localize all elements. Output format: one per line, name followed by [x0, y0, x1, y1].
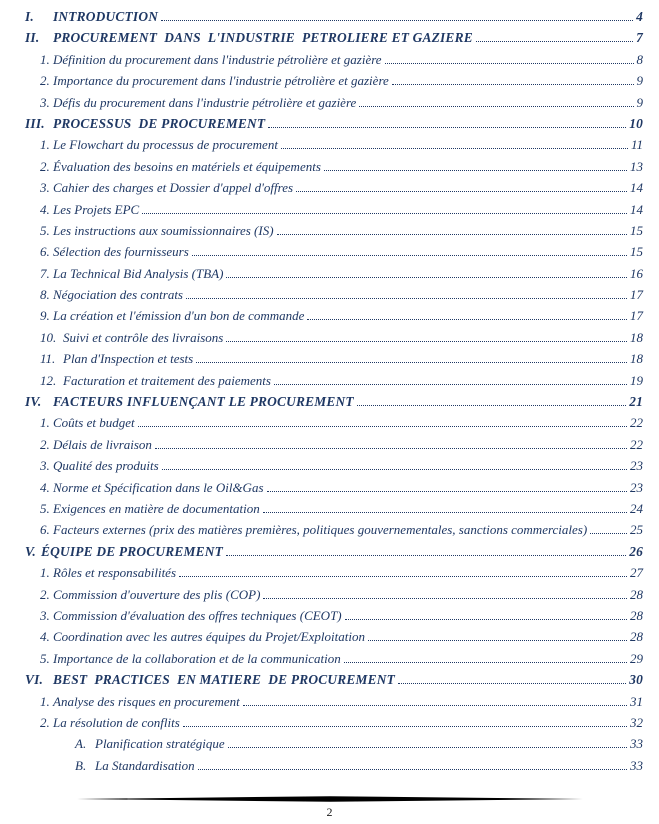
- footer-divider: [77, 795, 583, 803]
- page-footer: [0, 795, 659, 820]
- toc-entry-page: 22: [630, 415, 643, 431]
- toc-entry-number: 2.: [40, 436, 50, 452]
- toc: [25, 9, 643, 779]
- toc-entry-label: PROCESSUS DE PROCUREMENT: [53, 115, 266, 131]
- toc-entry-number: 12.: [40, 372, 57, 388]
- toc-entry[interactable]: [25, 73, 643, 94]
- toc-leader-dots: [392, 84, 634, 85]
- toc-entry-page: 22: [630, 436, 643, 452]
- toc-entry-page: 8: [636, 51, 643, 67]
- toc-leader-dots: [281, 148, 628, 149]
- toc-entry-label: Délais de livraison: [53, 436, 152, 452]
- toc-entry-number: 11.: [40, 351, 56, 367]
- toc-entry-page: 23: [630, 479, 643, 495]
- toc-entry-number: 4.: [40, 629, 50, 645]
- toc-leader-dots: [192, 255, 627, 256]
- toc-entry-label: FACTEURS INFLUENÇANT LE PROCUREMENT: [53, 394, 354, 410]
- toc-entry-number: 1.: [40, 51, 50, 67]
- toc-entry-label: Qualité des produits: [53, 458, 159, 474]
- toc-entry[interactable]: [25, 480, 643, 501]
- toc-entry[interactable]: [25, 608, 643, 629]
- toc-entry-label: Les Projets EPC: [53, 201, 140, 217]
- toc-entry-page: 9: [636, 94, 643, 110]
- toc-leader-dots: [226, 277, 627, 278]
- toc-leader-dots: [277, 234, 627, 235]
- toc-entry-number: 8.: [40, 287, 50, 303]
- toc-entry[interactable]: [25, 351, 643, 372]
- toc-leader-dots: [359, 106, 633, 107]
- toc-leader-dots: [162, 469, 627, 470]
- toc-entry-label: Négociation des contrats: [53, 287, 183, 303]
- toc-entry-number: 1.: [40, 693, 50, 709]
- toc-leader-dots: [138, 426, 627, 427]
- toc-leader-dots: [296, 191, 627, 192]
- toc-leader-dots: [267, 491, 627, 492]
- toc-entry-label: PROCUREMENT DANS L'INDUSTRIE PETROLIERE ET GAZIERE: [53, 30, 473, 46]
- toc-entry[interactable]: [25, 501, 643, 522]
- toc-entry[interactable]: [25, 736, 643, 757]
- toc-entry-page: 28: [630, 586, 643, 602]
- toc-entry[interactable]: [25, 758, 643, 779]
- toc-entry-number: 3.: [40, 458, 50, 474]
- toc-leader-dots: [590, 533, 627, 534]
- toc-entry[interactable]: [25, 587, 643, 608]
- toc-entry-page: 11: [630, 137, 643, 153]
- toc-entry-number: 3.: [40, 180, 50, 196]
- toc-entry-number: 1.: [40, 565, 50, 581]
- toc-leader-dots: [196, 362, 627, 363]
- toc-entry-label: BEST PRACTICES EN MATIERE DE PROCUREMENT: [53, 672, 395, 688]
- toc-entry[interactable]: [25, 437, 643, 458]
- toc-entry-label: Définition du procurement dans l'industrie pétrolière et gazière: [53, 51, 382, 67]
- toc-entry-label: Suivi et contrôle des livraisons: [63, 329, 224, 345]
- toc-entry-page: 24: [630, 500, 643, 516]
- toc-entry-page: 16: [630, 265, 643, 281]
- toc-entry-number: 5.: [40, 650, 50, 666]
- toc-entry[interactable]: [25, 694, 643, 715]
- toc-entry-label: Sélection des fournisseurs: [53, 244, 189, 260]
- toc-entry-label: Commission d'évaluation des offres techniques (CEOT): [53, 607, 342, 623]
- toc-entry[interactable]: [25, 266, 643, 287]
- toc-entry[interactable]: [25, 672, 643, 693]
- toc-entry-page: 18: [630, 329, 643, 345]
- toc-entry-page: 33: [630, 757, 643, 773]
- toc-leader-dots: [268, 127, 626, 128]
- toc-entry-label: Analyse des risques en procurement: [53, 693, 240, 709]
- toc-entry[interactable]: [25, 223, 643, 244]
- toc-entry-label: Exigences en matière de documentation: [53, 500, 260, 516]
- toc-entry-page: 33: [630, 736, 643, 752]
- toc-entry-number: 2.: [40, 158, 50, 174]
- toc-entry-page: 27: [630, 565, 643, 581]
- toc-entry[interactable]: [25, 244, 643, 265]
- toc-entry-page: 26: [629, 543, 643, 559]
- toc-entry-label: Évaluation des besoins en matériels et équipements: [53, 158, 321, 174]
- toc-leader-dots: [226, 555, 626, 556]
- toc-leader-dots: [142, 213, 627, 214]
- toc-entry[interactable]: [25, 287, 643, 308]
- toc-entry-page: 30: [629, 672, 643, 688]
- toc-entry-label: Facteurs externes (prix des matières premières, politiques gouvernementales, sanctions commerciales): [53, 522, 588, 538]
- toc-entry-number: VI.: [25, 672, 44, 688]
- toc-entry-number: II.: [25, 30, 40, 46]
- toc-leader-dots: [385, 63, 634, 64]
- toc-leader-dots: [243, 705, 627, 706]
- toc-leader-dots: [155, 448, 627, 449]
- toc-entry-page: 28: [630, 607, 643, 623]
- toc-entry-number: 1.: [40, 415, 50, 431]
- toc-entry-page: 19: [630, 372, 643, 388]
- toc-entry-label: Défis du procurement dans l'industrie pétrolière et gazière: [53, 94, 357, 110]
- toc-entry-page: 32: [630, 714, 643, 730]
- toc-entry-page: 23: [630, 458, 643, 474]
- toc-entry[interactable]: [25, 394, 643, 415]
- toc-entry-number: 4.: [40, 201, 50, 217]
- toc-entry-number: 2.: [40, 714, 50, 730]
- toc-leader-dots: [263, 512, 627, 513]
- toc-entry-number: 5.: [40, 222, 50, 238]
- toc-entry-page: 17: [630, 287, 643, 303]
- toc-entry-label: INTRODUCTION: [53, 9, 159, 24]
- toc-leader-dots: [228, 747, 627, 748]
- toc-entry[interactable]: [25, 565, 643, 586]
- toc-entry[interactable]: [25, 9, 643, 30]
- toc-entry-label: Facturation et traitement des paiements: [63, 372, 271, 388]
- toc-entry[interactable]: [25, 629, 643, 650]
- toc-entry-number: 10.: [40, 329, 57, 345]
- toc-entry-page: 25: [630, 522, 643, 538]
- toc-entry-number: III.: [25, 115, 45, 131]
- toc-leader-dots: [476, 41, 633, 42]
- toc-entry-page: 4: [636, 9, 643, 24]
- toc-entry-page: 15: [630, 222, 643, 238]
- toc-entry[interactable]: [25, 116, 643, 137]
- toc-entry-number: A.: [75, 736, 87, 752]
- page-number: 2: [326, 805, 333, 819]
- toc-entry-page: 29: [630, 650, 643, 666]
- toc-entry-label: Commission d'ouverture des plis (COP): [53, 586, 261, 602]
- toc-entry-number: IV.: [25, 394, 42, 410]
- toc-entry[interactable]: [25, 159, 643, 180]
- toc-entry[interactable]: [25, 544, 643, 565]
- toc-entry-page: 18: [630, 351, 643, 367]
- toc-entry-page: 15: [630, 244, 643, 260]
- toc-entry-number: 2.: [40, 586, 50, 602]
- toc-entry-page: 31: [630, 693, 643, 709]
- toc-leader-dots: [345, 619, 627, 620]
- toc-entry-label: Importance de la collaboration et de la communication: [53, 650, 341, 666]
- toc-entry-page: 17: [630, 308, 643, 324]
- toc-entry-number: 7.: [40, 265, 50, 281]
- toc-leader-dots: [368, 640, 627, 641]
- toc-leader-dots: [324, 170, 627, 171]
- toc-entry-label: Rôles et responsabilités: [53, 565, 177, 581]
- toc-entry-number: B.: [75, 757, 87, 773]
- toc-entry[interactable]: [25, 651, 643, 672]
- toc-entry-number: I.: [25, 9, 34, 24]
- toc-entry-label: Importance du procurement dans l'industrie pétrolière et gazière: [53, 73, 389, 89]
- toc-leader-dots: [179, 576, 627, 577]
- toc-entry-number: 6.: [40, 244, 50, 260]
- toc-entry-number: V.: [25, 543, 36, 559]
- toc-entry-number: 3.: [40, 607, 50, 623]
- toc-entry-label: Coûts et budget: [53, 415, 135, 431]
- toc-entry-page: 21: [629, 394, 643, 410]
- toc-entry-label: Le Flowchart du processus de procurement: [53, 137, 278, 153]
- toc-entry-label: ÉQUIPE DE PROCUREMENT: [41, 543, 224, 559]
- toc-entry-page: 7: [636, 30, 643, 46]
- toc-leader-dots: [274, 384, 627, 385]
- toc-entry-label: La Standardisation: [95, 757, 195, 773]
- toc-leader-dots: [398, 683, 626, 684]
- toc-entry[interactable]: [25, 715, 643, 736]
- toc-leader-dots: [307, 319, 627, 320]
- toc-leader-dots: [263, 598, 627, 599]
- toc-entry[interactable]: [25, 52, 643, 73]
- toc-entry-page: 14: [630, 180, 643, 196]
- toc-entry[interactable]: [25, 330, 643, 351]
- toc-entry-page: 10: [629, 115, 643, 131]
- toc-entry-label: Les instructions aux soumissionnaires (IS): [53, 222, 274, 238]
- toc-entry-label: Planification stratégique: [95, 736, 225, 752]
- toc-entry-label: Norme et Spécification dans le Oil&Gas: [53, 479, 264, 495]
- toc-entry-number: 9.: [40, 308, 50, 324]
- toc-entry-label: La création et l'émission d'un bon de commande: [53, 308, 305, 324]
- toc-leader-dots: [344, 662, 627, 663]
- toc-entry[interactable]: [25, 202, 643, 223]
- toc-entry[interactable]: [25, 95, 643, 116]
- toc-entry[interactable]: [25, 308, 643, 329]
- toc-entry-label: Coordination avec les autres équipes du Projet/Exploitation: [53, 629, 365, 645]
- toc-entry[interactable]: [25, 180, 643, 201]
- toc-entry-page: 9: [636, 73, 643, 89]
- toc-leader-dots: [183, 726, 627, 727]
- toc-entry-number: 5.: [40, 500, 50, 516]
- toc-leader-dots: [186, 298, 627, 299]
- toc-entry[interactable]: [25, 30, 643, 51]
- toc-entry-label: La Technical Bid Analysis (TBA): [53, 265, 224, 281]
- toc-leader-dots: [161, 20, 633, 21]
- toc-leader-dots: [357, 405, 626, 406]
- toc-entry-page: 13: [630, 158, 643, 174]
- toc-leader-dots: [226, 341, 627, 342]
- toc-entry[interactable]: [25, 415, 643, 436]
- toc-entry[interactable]: [25, 373, 643, 394]
- toc-entry-number: 3.: [40, 94, 50, 110]
- toc-entry[interactable]: [25, 137, 643, 158]
- toc-entry-number: 6.: [40, 522, 50, 538]
- toc-entry-number: 1.: [40, 137, 50, 153]
- toc-entry[interactable]: [25, 522, 643, 543]
- toc-entry-number: 2.: [40, 73, 50, 89]
- toc-entry-label: Cahier des charges et Dossier d'appel d'offres: [53, 180, 294, 196]
- toc-entry-label: La résolution de conflits: [53, 714, 180, 730]
- toc-entry-page: 28: [630, 629, 643, 645]
- toc-entry-number: 4.: [40, 479, 50, 495]
- toc-entry-page: 14: [630, 201, 643, 217]
- toc-entry[interactable]: [25, 458, 643, 479]
- toc-entry-label: Plan d'Inspection et tests: [63, 351, 194, 367]
- toc-leader-dots: [198, 769, 627, 770]
